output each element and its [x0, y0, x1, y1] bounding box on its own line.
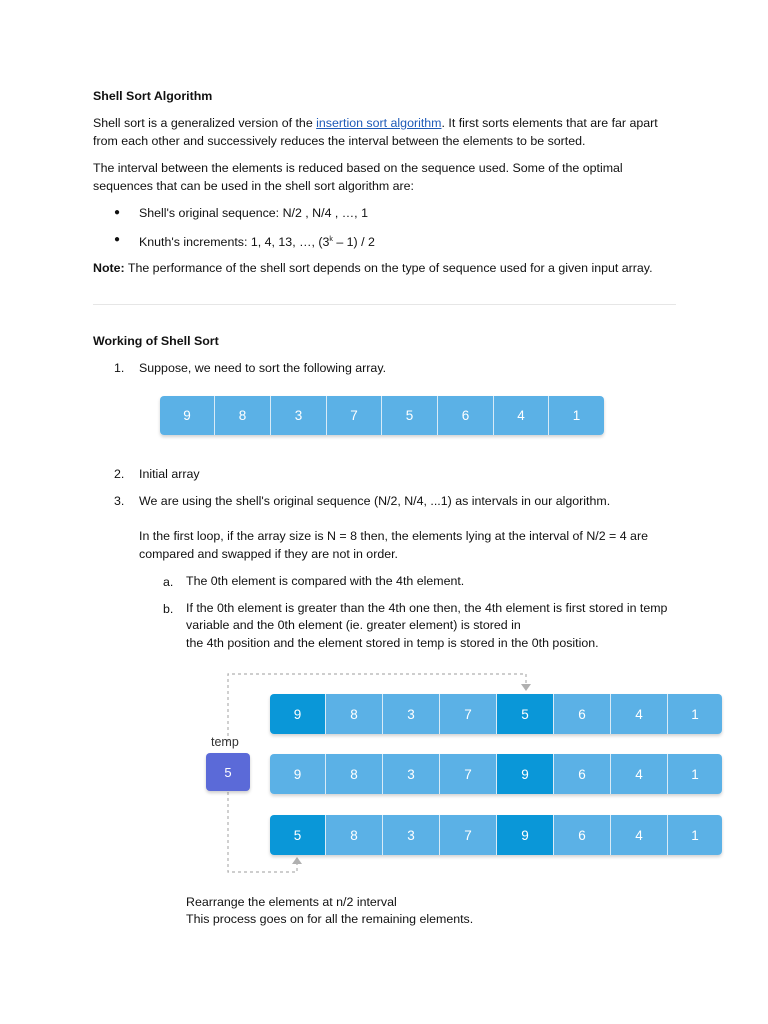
array-cell: 3 — [271, 396, 327, 435]
sub-step-a-text: The 0th element is compared with the 4th element. — [186, 574, 465, 588]
array-cell: 9 — [160, 396, 215, 435]
sub-step-letter: b. — [163, 602, 174, 616]
array-cell: 7 — [327, 396, 382, 435]
array-cell: 4 — [611, 754, 668, 794]
step-number: 1. — [114, 361, 125, 375]
array-cell: 3 — [383, 754, 440, 794]
bullet-icon: ● — [114, 207, 121, 218]
step-3-paragraph: In the first loop, if the array size is N = 8 then, the elements lying at the interval of N/2 = 4 are compared and swapped if they are not in order. — [139, 529, 648, 561]
array-cell: 6 — [554, 815, 611, 855]
arrow-down-icon — [521, 684, 531, 691]
temp-box: 5 — [206, 753, 250, 791]
doc-title: Shell Sort Algorithm — [93, 89, 213, 103]
array-cell: 8 — [326, 754, 383, 794]
intro-text-before: Shell sort is a generalized version of the — [93, 116, 317, 130]
array-cell: 9 — [497, 754, 554, 794]
interval-paragraph: The interval between the elements is reduced based on the sequence used. Some of the optimal sequences that can be used in the shell sort algorithm are: — [93, 161, 623, 193]
sub-step-letter: a. — [163, 575, 174, 589]
array-cell: 1 — [668, 815, 722, 855]
array-cell: 4 — [611, 694, 668, 734]
array-cell: 9 — [497, 815, 554, 855]
array-cell: 8 — [326, 815, 383, 855]
intro-text-after: . It first sorts elements that are far apart from each other and successively reduces the interval between the elements to be sorted. — [93, 116, 658, 148]
sub-step-b-text-2: the 4th position and the element stored in temp is stored in the 0th position. — [186, 636, 599, 650]
temp-label: temp — [211, 735, 239, 749]
bullet-item-shell: Shell's original sequence: N/2 , N/4 , …, 1 — [139, 206, 368, 220]
array-cell: 7 — [440, 754, 497, 794]
array-row-1 — [270, 694, 722, 734]
array-cell: 9 — [270, 694, 326, 734]
array-cell: 8 — [326, 694, 383, 734]
bullet-icon: ● — [114, 234, 121, 245]
array-cell: 7 — [440, 815, 497, 855]
array-row-2 — [270, 754, 722, 794]
footer-line-2: This process goes on for all the remaining elements. — [186, 912, 474, 926]
array-cell: 4 — [494, 396, 549, 435]
working-title: Working of Shell Sort — [93, 334, 219, 348]
array-cell: 5 — [497, 694, 554, 734]
array-cell: 3 — [383, 694, 440, 734]
array-cell: 3 — [383, 815, 440, 855]
array-cell: 5 — [382, 396, 438, 435]
array-cell: 6 — [554, 694, 611, 734]
array-cell: 6 — [554, 754, 611, 794]
step-2-text: Initial array — [139, 467, 200, 481]
step-3-text: We are using the shell's original sequence (N/2, N/4, ...1) as intervals in our algorithm. — [139, 494, 611, 508]
array-cell: 9 — [270, 754, 326, 794]
arrow-up-icon — [292, 857, 302, 864]
array-cell: 1 — [668, 754, 722, 794]
knuth-text-end: – 1) / 2 — [332, 235, 375, 250]
array-cell: 1 — [549, 396, 604, 435]
footer-line-1: Rearrange the elements at n/2 interval — [186, 895, 397, 909]
step-number: 3. — [114, 494, 125, 508]
step-number: 2. — [114, 467, 125, 481]
array-cell: 5 — [270, 815, 326, 855]
array-cell: 8 — [215, 396, 271, 435]
array-cell: 4 — [611, 815, 668, 855]
array-cell: 7 — [440, 694, 497, 734]
array-row-3 — [270, 815, 722, 855]
note-label: Note: — [93, 261, 125, 275]
knuth-text: Knuth's increments: 1, 4, 13, …, (3 — [139, 235, 330, 250]
knuth-superscript: k — [329, 236, 333, 243]
step-1-text: Suppose, we need to sort the following array. — [139, 361, 387, 375]
sub-step-b-text: If the 0th element is greater than the 4th one then, the 4th element is first stored in temp variable and the 0th element (ie. greater element) is stored in — [186, 601, 668, 632]
insertion-sort-link[interactable]: insertion sort algorithm — [316, 116, 442, 130]
note-text: The performance of the shell sort depends on the type of sequence used for a given input array. — [124, 261, 653, 275]
array-cell: 1 — [668, 694, 722, 734]
array-cell: 6 — [438, 396, 494, 435]
